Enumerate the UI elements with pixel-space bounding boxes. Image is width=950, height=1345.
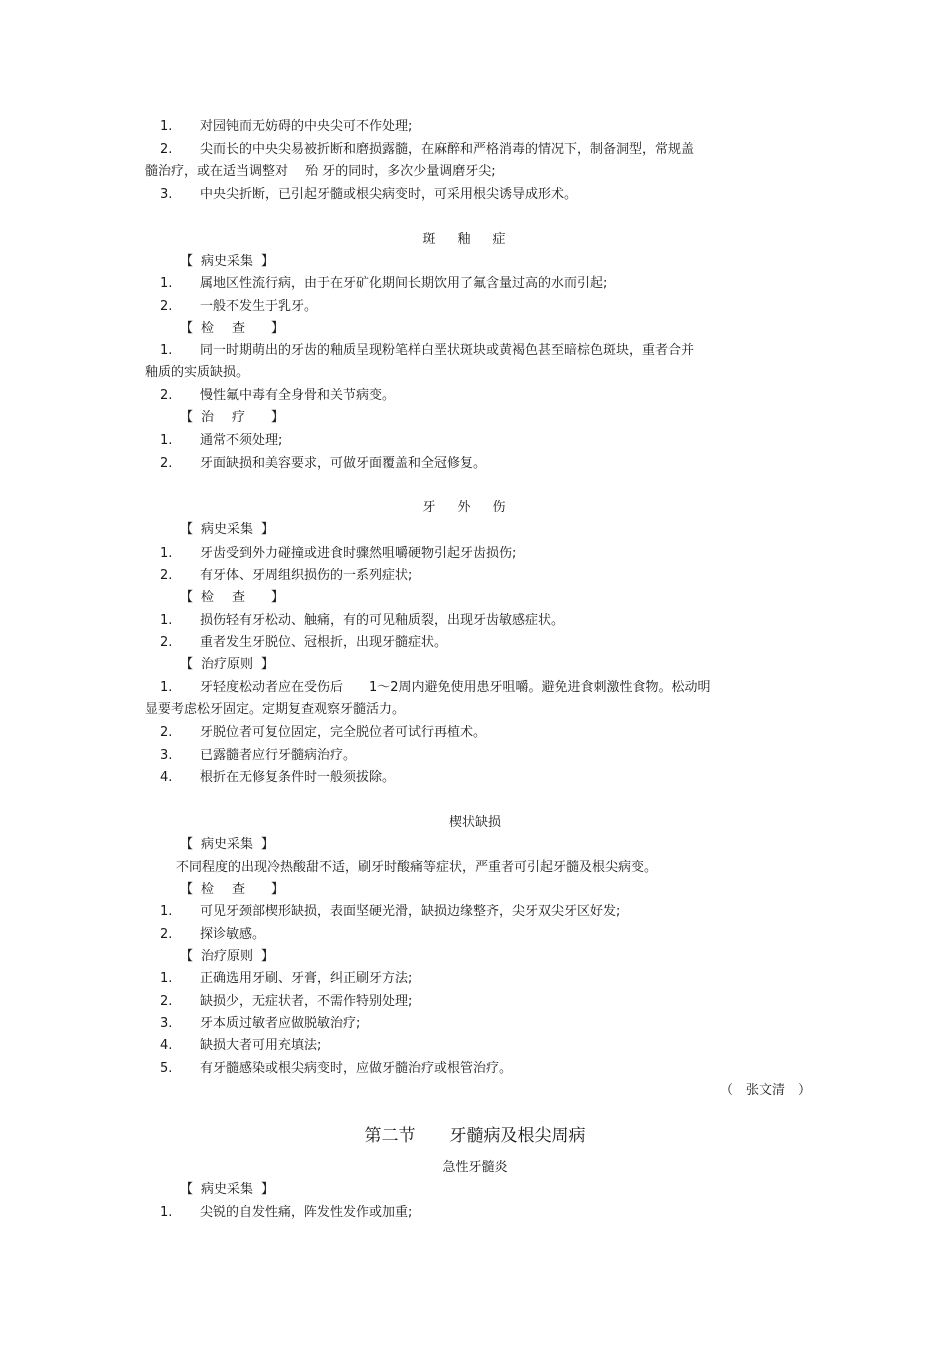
bracket-open: 【 [180, 949, 194, 964]
item-text: 牙脱位者可复位固定，完全脱位者可试行再植术。 [200, 725, 487, 740]
subheading-history [180, 254, 274, 270]
item-text: 尖而长的中央尖易被折断和磨损露髓，在麻醉和严格消毒的情况下，制备洞型，常规盖 [200, 142, 695, 157]
section-title-banyou [0, 232, 950, 248]
item-text: 正确选用牙刷、牙膏，纠正刷牙方法; [200, 971, 413, 986]
item-text: 损伤轻有牙松动、触痛，有的可见釉质裂，出现牙齿敏感症状。 [200, 613, 565, 628]
subheading-label: 病史采集 [201, 837, 254, 852]
item-text: 根折在无修复条件时一般须拔除。 [200, 770, 396, 785]
item-number: 1. [160, 680, 173, 695]
bracket-close: 】 [261, 1182, 275, 1197]
bracket-open: 【 [180, 590, 194, 605]
section-title-wedge [0, 815, 950, 831]
bracket-open: 【 [180, 410, 194, 425]
subheading-label: 治疗原则 [201, 949, 254, 964]
item-text: 有牙髓感染或根尖病变时，应做牙髓治疗或根管治疗。 [200, 1061, 513, 1076]
item-number: 3. [160, 1016, 173, 1031]
paragraph-text: 不同程度的出现冷热酸甜不适，刷牙时酸痛等症状，严重者可引起牙髓及根尖病变。 [176, 860, 658, 875]
title-text: 斑釉症 [422, 232, 528, 247]
item-number: 3. [160, 748, 173, 763]
item-number: 5. [160, 1061, 173, 1076]
item-text: 对园钝而无妨碍的中央尖可不作处理; [200, 119, 413, 134]
item-number: 4. [160, 770, 173, 785]
bracket-open: 【 [180, 321, 194, 336]
subheading-label: 病史采集 [201, 522, 254, 537]
subheading-exam [180, 321, 284, 337]
item-number: 3. [160, 187, 173, 202]
subheading-exam [180, 882, 284, 898]
item-text: 有牙体、牙周组织损伤的一系列症状; [200, 568, 413, 583]
item-text: 缺损少，无症状者，不需作特别处理; [200, 994, 413, 1009]
subheading-label: 病史采集 [201, 1182, 254, 1197]
subheading-treatment [180, 410, 284, 426]
subsection-title [0, 1160, 950, 1176]
item-text: 同一时期萌出的牙齿的釉质呈现粉笔样白垩状斑块或黄褐色甚至暗棕色斑块，重者合并 [200, 343, 695, 358]
subheading-principle [180, 657, 274, 673]
item-text: 通常不须处理; [200, 433, 283, 448]
item-number: 2. [160, 635, 173, 650]
bracket-close: 】 [261, 522, 275, 537]
item-number: 1. [160, 613, 173, 628]
bracket-close: 】 [271, 321, 285, 336]
bracket-open: 【 [180, 522, 194, 537]
item-number: 2. [160, 568, 173, 583]
bracket-close: 】 [271, 410, 285, 425]
item-text: 已露髓者应行牙髓病治疗。 [200, 748, 357, 763]
subheading-exam [180, 590, 284, 606]
item-text: 属地区性流行病，由于在牙矿化期间长期饮用了氟含量过高的水而引起; [200, 276, 608, 291]
item-continuation: 髓治疗，或在适当调整对 殆 牙的同时，多次少量调磨牙尖; [145, 164, 496, 179]
item-number: 2. [160, 456, 173, 471]
author-signature: （ 张文清 ） [720, 1083, 812, 1098]
item-number: 1. [160, 276, 173, 291]
bracket-close: 】 [261, 254, 275, 269]
item-text: 缺损大者可用充填法; [200, 1038, 322, 1053]
item-text: 尖锐的自发性痛，阵发性发作或加重; [200, 1205, 413, 1220]
item-number: 2. [160, 142, 173, 157]
item-number: 2. [160, 994, 173, 1009]
item-text: 重者发生牙脱位、冠根折，出现牙髓症状。 [200, 635, 448, 650]
subheading-label: 检查 [201, 590, 264, 605]
item-number: 1. [160, 343, 173, 358]
bracket-close: 】 [261, 657, 275, 672]
item-text: 牙齿受到外力碰撞或进食时骤然咀嚼硬物引起牙齿损伤; [200, 546, 517, 561]
bracket-close: 】 [261, 837, 275, 852]
item-number: 2. [160, 725, 173, 740]
section-heading [0, 1126, 950, 1146]
item-text: 一般不发生于乳牙。 [200, 299, 318, 314]
subheading-label: 检查 [201, 882, 264, 897]
subheading-label: 治疗原则 [201, 657, 254, 672]
bracket-open: 【 [180, 837, 194, 852]
subheading-history [180, 522, 274, 538]
item-number: 1. [160, 904, 173, 919]
item-text: 牙面缺损和美容要求，可做牙面覆盖和全冠修复。 [200, 456, 487, 471]
item-number: 4. [160, 1038, 173, 1053]
title-text: 楔状缺损 [448, 815, 501, 830]
section-title-trauma [0, 500, 950, 516]
item-continuation: 显要考虑松牙固定。定期复查观察牙髓活力。 [145, 702, 406, 717]
bracket-open: 【 [180, 1182, 194, 1197]
item-text: 可见牙颈部楔形缺损，表面坚硬光滑，缺损边缘整齐，尖牙双尖牙区好发; [200, 904, 621, 919]
subheading-label: 检查 [201, 321, 264, 336]
subheading-principle [180, 949, 274, 965]
bracket-close: 】 [271, 882, 285, 897]
bracket-open: 【 [180, 254, 194, 269]
bracket-open: 【 [180, 657, 194, 672]
item-continuation: 釉质的实质缺损。 [145, 365, 250, 380]
item-number: 1. [160, 433, 173, 448]
bracket-close: 】 [271, 590, 285, 605]
item-number: 1. [160, 971, 173, 986]
item-text: 探诊敏感。 [200, 927, 266, 942]
subheading-label: 治疗 [201, 410, 264, 425]
item-number: 2. [160, 388, 173, 403]
item-number: 2. [160, 927, 173, 942]
item-number: 2. [160, 299, 173, 314]
item-number: 1. [160, 546, 173, 561]
heading-text: 第二节 牙髓病及根尖周病 [364, 1126, 586, 1146]
item-text: 慢性氟中毒有全身骨和关节病变。 [200, 388, 396, 403]
subheading-history [180, 837, 274, 853]
subheading-history [180, 1182, 274, 1198]
item-number: 1. [160, 119, 173, 134]
title-text: 牙外伤 [422, 500, 528, 515]
subheading-label: 病史采集 [201, 254, 254, 269]
bracket-close: 】 [261, 949, 275, 964]
item-text: 中央尖折断，已引起牙髓或根尖病变时，可采用根尖诱导成形术。 [200, 187, 578, 202]
item-number: 1. [160, 1205, 173, 1220]
bracket-open: 【 [180, 882, 194, 897]
item-text: 牙本质过敏者应做脱敏治疗; [200, 1016, 361, 1031]
item-text: 牙轻度松动者应在受伤后 1～2周内避免使用患牙咀嚼。避免进食刺激性食物。松动明 [200, 680, 711, 695]
subtitle-text: 急性牙髓炎 [442, 1160, 508, 1175]
